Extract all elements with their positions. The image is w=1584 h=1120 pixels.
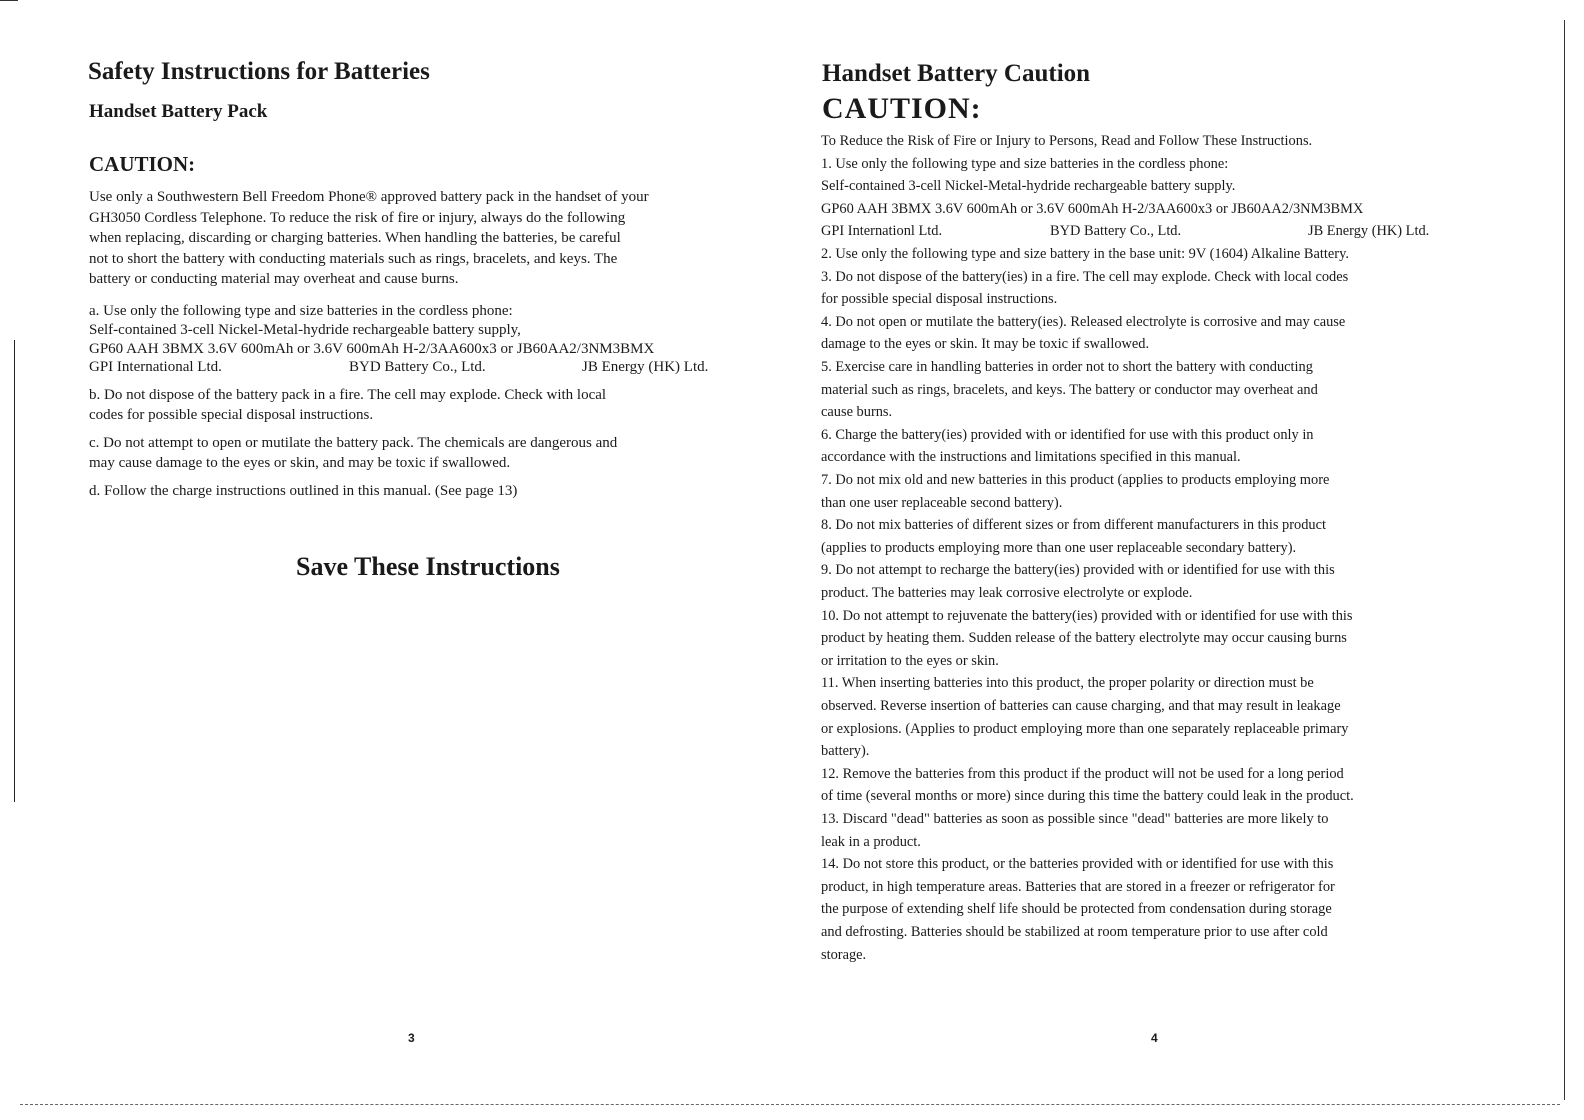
item-c-line: may cause damage to the eyes or skin, and may be toxic if swallowed. bbox=[89, 455, 511, 471]
vendor-name: JB Energy (HK) Ltd. bbox=[582, 359, 709, 375]
caution-line: 5. Exercise care in handling batteries in order not to short the battery with conducting bbox=[821, 359, 1313, 375]
caution-line: storage. bbox=[821, 946, 867, 963]
caution-line: damage to the eyes or skin. It may be toxic if swallowed. bbox=[821, 336, 1150, 353]
caution-line: To Reduce the Risk of Fire or Injury to Persons, Read and Follow These Instructions. bbox=[821, 133, 1313, 149]
item-b-line: codes for possible special disposal instructions. bbox=[89, 407, 374, 423]
caution-line: 3. Do not dispose of the battery(ies) in a fire. The cell may explode. Check with local codes bbox=[821, 268, 1349, 285]
caution-heading: CAUTION: bbox=[89, 152, 196, 176]
save-instructions-heading: Save These Instructions bbox=[296, 552, 560, 581]
caution-line: 6. Charge the battery(ies) provided with or identified for use with this product only in bbox=[821, 426, 1314, 443]
page-number: 4 bbox=[1151, 1031, 1158, 1045]
right-page bbox=[790, 0, 1584, 1120]
caution-line: product by heating them. Sudden release of the battery electrolyte may occur causing burns bbox=[821, 630, 1347, 647]
intro-line: when replacing, discarding or charging batteries. When handling the batteries, be careful bbox=[89, 230, 621, 246]
caution-line: 10. Do not attempt to rejuvenate the battery(ies) provided with or identified for use with this bbox=[821, 607, 1353, 624]
caution-line: 9. Do not attempt to recharge the battery(ies) provided with or identified for use with this bbox=[821, 562, 1335, 579]
caution-line: than one user replaceable second battery). bbox=[821, 494, 1063, 511]
caution-line: product. The batteries may leak corrosive electrolyte or explode. bbox=[821, 585, 1193, 601]
vendor-name: GPI Internationl Ltd. bbox=[821, 223, 943, 240]
caution-line: GP60 AAH 3BMX 3.6V 600mAh or 3.6V 600mAh H-2/3AA600x3 or JB60AA2/3NM3BMX bbox=[821, 200, 1364, 217]
caution-line: 8. Do not mix batteries of different sizes or from different manufacturers in this product bbox=[821, 517, 1326, 534]
vendor-name: GPI International Ltd. bbox=[89, 359, 222, 375]
caution-line: material such as rings, bracelets, and keys. The battery or conductor may overheat and bbox=[821, 381, 1318, 398]
vendor-name: JB Energy (HK) Ltd. bbox=[1308, 223, 1430, 240]
caution-line: 13. Discard "dead" batteries as soon as possible since "dead" batteries are more likely to bbox=[821, 811, 1329, 827]
caution-line: or irritation to the eyes or skin. bbox=[821, 652, 999, 669]
intro-line: GH3050 Cordless Telephone. To reduce the risk of fire or injury, always do the following bbox=[89, 209, 626, 226]
caution-line: or explosions. (Applies to product employing more than one separately replaceable primary bbox=[821, 720, 1349, 737]
caution-line: accordance with the instructions and limitations specified in this manual. bbox=[821, 449, 1241, 466]
vendor-name: BYD Battery Co., Ltd. bbox=[1050, 223, 1182, 240]
item-a-line: Self-contained 3-cell Nickel-Metal-hydride rechargeable battery supply, bbox=[89, 322, 521, 338]
item-b-line: b. Do not dispose of the battery pack in a fire. The cell may explode. Check with local bbox=[89, 387, 607, 403]
caution-line: and defrosting. Batteries should be stabilized at room temperature prior to use after cold bbox=[821, 924, 1328, 940]
page-number: 3 bbox=[408, 1031, 415, 1045]
intro-line: not to short the battery with conducting materials such as rings, bracelets, and keys. The bbox=[89, 250, 618, 267]
caution-line: cause burns. bbox=[821, 404, 893, 421]
section-subtitle: Handset Battery Pack bbox=[89, 101, 268, 122]
caution-line: 1. Use only the following type and size batteries in the cordless phone: bbox=[821, 155, 1229, 172]
caution-line: 14. Do not store this product, or the batteries provided with or identified for use with this bbox=[821, 856, 1334, 873]
caution-line: Self-contained 3-cell Nickel-Metal-hydride rechargeable battery supply. bbox=[821, 178, 1236, 195]
caution-line: 11. When inserting batteries into this product, the proper polarity or direction must be bbox=[821, 675, 1314, 692]
caution-line: of time (several months or more) since during this time the battery could leak in the product. bbox=[821, 788, 1354, 805]
page-title: Handset Battery Caution bbox=[822, 60, 1091, 87]
item-a-line: GP60 AAH 3BMX 3.6V 600mAh or 3.6V 600mAh H-2/3AA600x3 or JB60AA2/3NM3BMX bbox=[89, 341, 655, 357]
caution-line: the purpose of extending shelf life should be protected from condensation during storage bbox=[821, 901, 1332, 918]
caution-line: battery). bbox=[821, 743, 870, 760]
caution-line: product, in high temperature areas. Batteries that are stored in a freezer or refrigerator for bbox=[821, 878, 1335, 895]
caution-line: for possible special disposal instructions. bbox=[821, 291, 1058, 308]
intro-line: Use only a Southwestern Bell Freedom Phone® approved battery pack in the handset of your bbox=[89, 189, 649, 205]
page-title: Safety Instructions for Batteries bbox=[88, 58, 430, 85]
item-d: d. Follow the charge instructions outlined in this manual. (See page 13) bbox=[89, 483, 518, 499]
caution-line: 4. Do not open or mutilate the battery(ies). Released electrolyte is corrosive and may cause bbox=[821, 313, 1346, 330]
vendor-name: BYD Battery Co., Ltd. bbox=[349, 359, 486, 375]
caution-heading: CAUTION: bbox=[822, 92, 982, 125]
caution-line: (applies to products employing more than one user replaceable secondary battery). bbox=[821, 539, 1297, 556]
intro-line: battery or conducting material may overheat and cause burns. bbox=[89, 271, 459, 287]
item-c-line: c. Do not attempt to open or mutilate the battery pack. The chemicals are dangerous and bbox=[89, 435, 618, 451]
caution-line: 2. Use only the following type and size battery in the base unit: 9V (1604) Alkaline Battery. bbox=[821, 246, 1349, 262]
left-page bbox=[0, 0, 790, 1120]
caution-line: leak in a product. bbox=[821, 833, 921, 850]
caution-line: 7. Do not mix old and new batteries in this product (applies to products employing more bbox=[821, 472, 1330, 488]
caution-line: 12. Remove the batteries from this product if the product will not be used for a long period bbox=[821, 765, 1344, 782]
caution-line: observed. Reverse insertion of batteries can cause charging, and that may result in leakage bbox=[821, 698, 1341, 714]
item-a-line: a. Use only the following type and size batteries in the cordless phone: bbox=[89, 303, 513, 319]
